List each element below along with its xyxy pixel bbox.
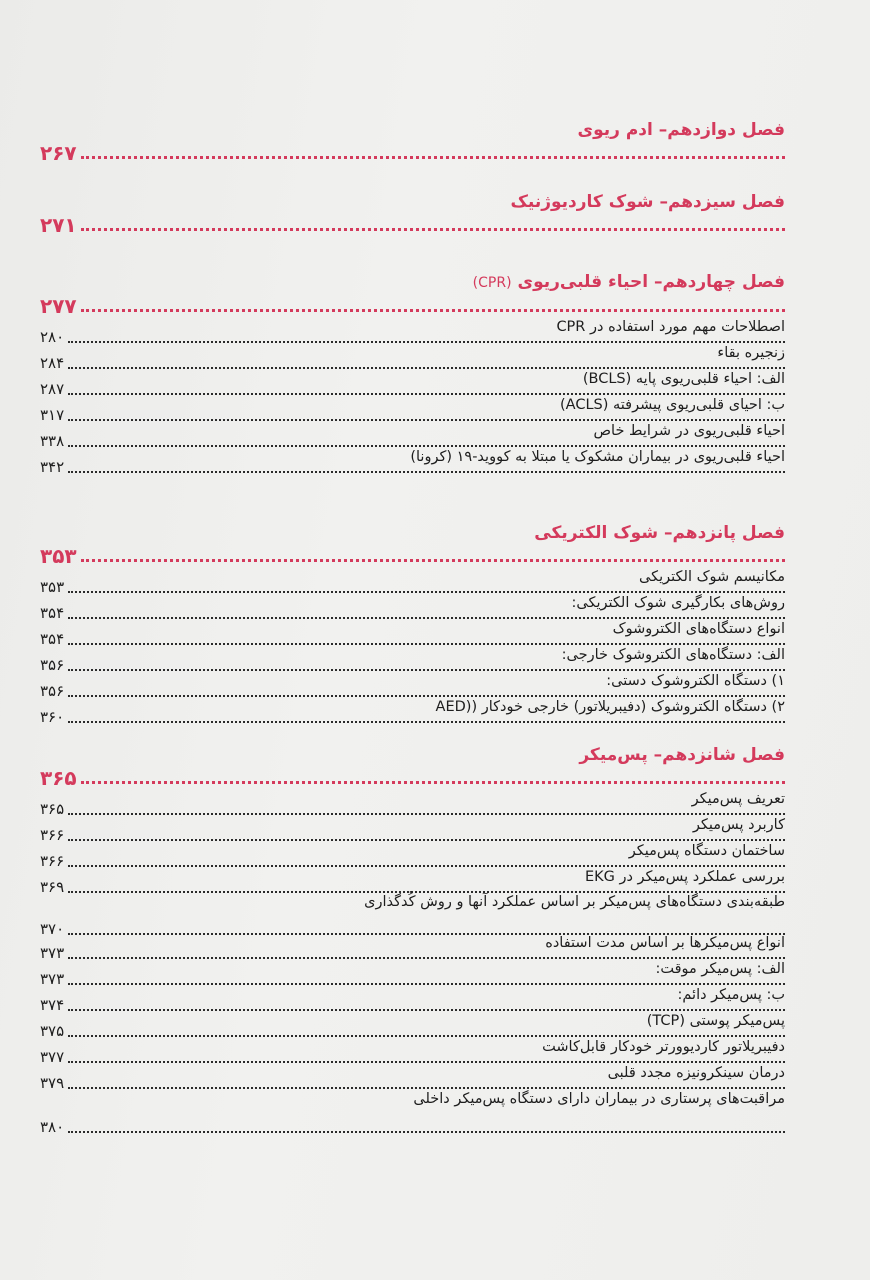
entry-title: دفیبریلاتور کاردیوورتر خودکار قابل‌کاشت [542,1039,785,1055]
chapter-title-text: فصل دوازدهم– ادم ریوی [577,120,785,140]
entry-title: اصطلاحات مهم مورد استفاده در CPR [556,319,785,335]
chapter-page-number: ۳۵۳ [40,544,77,568]
entry-title: انواع دستگاه‌های الکتروشوک [612,621,785,637]
chapter-title[interactable] [40,118,785,142]
toc-entry[interactable] [40,395,785,424]
chapter-title-text: فصل چهاردهم– احیاء قلبی‌ریوی [517,272,785,292]
entry-page-number: ۳۶۹ [40,878,65,896]
chapter-title-text: فصل شانزدهم– پس‌میکر [579,745,785,765]
entry-page-number: ۳۱۷ [40,406,65,424]
entry-page-number: ۳۷۴ [40,996,65,1014]
chapter-page-number: ۲۷۷ [40,294,77,318]
dot-leader [81,156,785,159]
dot-leader [81,228,785,231]
entry-page-number: ۳۷۹ [40,1074,65,1092]
entry-title: ۱) دستگاه الکتروشوک دستی: [606,673,785,689]
chapter-page-row [40,142,785,164]
toc-entry[interactable] [40,317,785,346]
chapter-page-number: ۳۶۵ [40,766,77,790]
toc-entry[interactable] [40,789,785,818]
entry-title: انواع پس‌میکرها بر اساس مدت استفاده [545,935,785,951]
entry-title: کاربرد پس‌میکر [692,817,785,833]
entry-page-number: ۲۸۷ [40,380,65,398]
entry-page-number: ۳۷۷ [40,1048,65,1066]
chapter-page-number: ۲۷۱ [40,213,77,237]
toc-entry[interactable] [40,697,785,726]
toc-entry[interactable] [40,841,785,870]
entry-page-number: ۳۶۰ [40,708,65,726]
chapter-page-row [40,295,785,317]
chapter-page-number: ۲۶۷ [40,141,77,165]
toc-entry[interactable] [40,933,785,962]
entry-page-number: ۳۳۸ [40,432,65,450]
toc-entry[interactable] [40,567,785,596]
chapter-title-text: فصل پانزدهم– شوک الکتریکی [534,523,785,543]
dot-leader [81,559,785,562]
chapter-14 [40,270,785,476]
entry-title: ۲) دستگاه الکتروشوک (دفیبریلاتور) خارجی خودکار ((AED [435,699,785,715]
chapter-title-abbrev: (CPR) [472,275,512,291]
chapter-13 [40,190,785,236]
toc-entry[interactable] [40,447,785,476]
toc-entry[interactable] [40,1063,785,1092]
toc-entry[interactable] [40,1011,785,1040]
entry-page-number: ۲۸۰ [40,328,65,346]
toc-entry[interactable] [40,867,785,896]
chapter-page-row [40,214,785,236]
chapter-title[interactable] [40,270,785,295]
toc-entry[interactable] [40,593,785,622]
entry-title: تعریف پس‌میکر [691,791,785,807]
chapter-15 [40,521,785,726]
toc-entry[interactable] [40,421,785,450]
entry-page-number: ۲۸۴ [40,354,65,372]
entry-title: الف: دستگاه‌های الکتروشوک خارجی: [561,647,785,663]
chapter-16 [40,743,785,1136]
entry-page-number: ۳۵۶ [40,682,65,700]
dot-leader [68,721,785,723]
chapter-title[interactable] [40,190,785,214]
entry-page-number: ۳۶۵ [40,800,65,818]
chapter-page-row [40,767,785,789]
toc-entry[interactable] [40,815,785,844]
entry-title: بررسی عملکرد پس‌میکر در EKG [584,869,785,885]
toc-entry[interactable] [40,369,785,398]
chapter-title-text: فصل سیزدهم– شوک کاردیوژنیک [510,192,785,212]
entry-page-number: ۳۴۲ [40,458,65,476]
entry-title: پس‌میکر پوستی (TCP) [646,1013,785,1029]
toc-entry[interactable] [40,1089,785,1136]
entry-title: ساختمان دستگاه پس‌میکر [628,843,785,859]
toc-entry[interactable] [40,893,785,938]
toc-entry[interactable] [40,619,785,648]
dot-leader [68,471,785,473]
entry-title: طبقه‌بندی دستگاه‌های پس‌میکر بر اساس عملکرد آنها و روش کُدگذاری [364,894,785,910]
chapter-page-row [40,545,785,567]
entry-page-number: ۳۶۶ [40,826,65,844]
entry-page-number: ۳۵۴ [40,604,65,622]
entry-page-number: ۳۵۴ [40,630,65,648]
entry-page-number: ۳۶۶ [40,852,65,870]
entry-page-number: ۳۸۰ [40,1118,65,1136]
entry-title: روش‌های بکارگیری شوک الکتریکی: [571,595,785,611]
entry-title: ب: احیای قلبی‌ریوی پیشرفته (ACLS) [559,397,785,413]
entry-page-number: ۳۷۳ [40,970,65,988]
chapter-title[interactable] [40,743,785,767]
dot-leader [68,1131,785,1133]
entry-page-number: ۳۷۵ [40,1022,65,1040]
table-of-contents [40,118,785,1155]
entry-title: ب: پس‌میکر دائم: [677,987,785,1003]
toc-entry[interactable] [40,671,785,700]
entry-page-number: ۳۷۳ [40,944,65,962]
dot-leader [81,781,785,784]
toc-entry[interactable] [40,343,785,372]
entry-title: احیاء قلبی‌ریوی در شرایط خاص [593,423,785,439]
chapter-title[interactable] [40,521,785,545]
entry-title: مراقبت‌های پرستاری در بیماران دارای دستگاه پس‌میکر داخلی [413,1091,785,1107]
entry-title: مکانیسم شوک الکتریکی [639,569,785,585]
toc-entry[interactable] [40,959,785,988]
toc-entry[interactable] [40,645,785,674]
entry-page-number: ۳۷۰ [40,920,65,938]
entry-page-number: ۳۵۶ [40,656,65,674]
dot-leader [81,309,785,312]
entry-title: احیاء قلبی‌ریوی در بیماران مشکوک یا مبتلا به کووید-۱۹ (کرونا) [410,449,785,465]
toc-entry[interactable] [40,1037,785,1066]
chapter-12 [40,118,785,164]
entry-page-number: ۳۵۳ [40,578,65,596]
toc-entry[interactable] [40,985,785,1014]
entry-title: الف: احیاء قلبی‌ریوی پایه (BCLS) [582,371,785,387]
entry-title: درمان سینکرونیزه مجدد قلبی [607,1065,785,1081]
entry-title: الف: پس‌میکر موقت: [655,961,785,977]
entry-title: زنجیره بقاء [717,345,785,361]
